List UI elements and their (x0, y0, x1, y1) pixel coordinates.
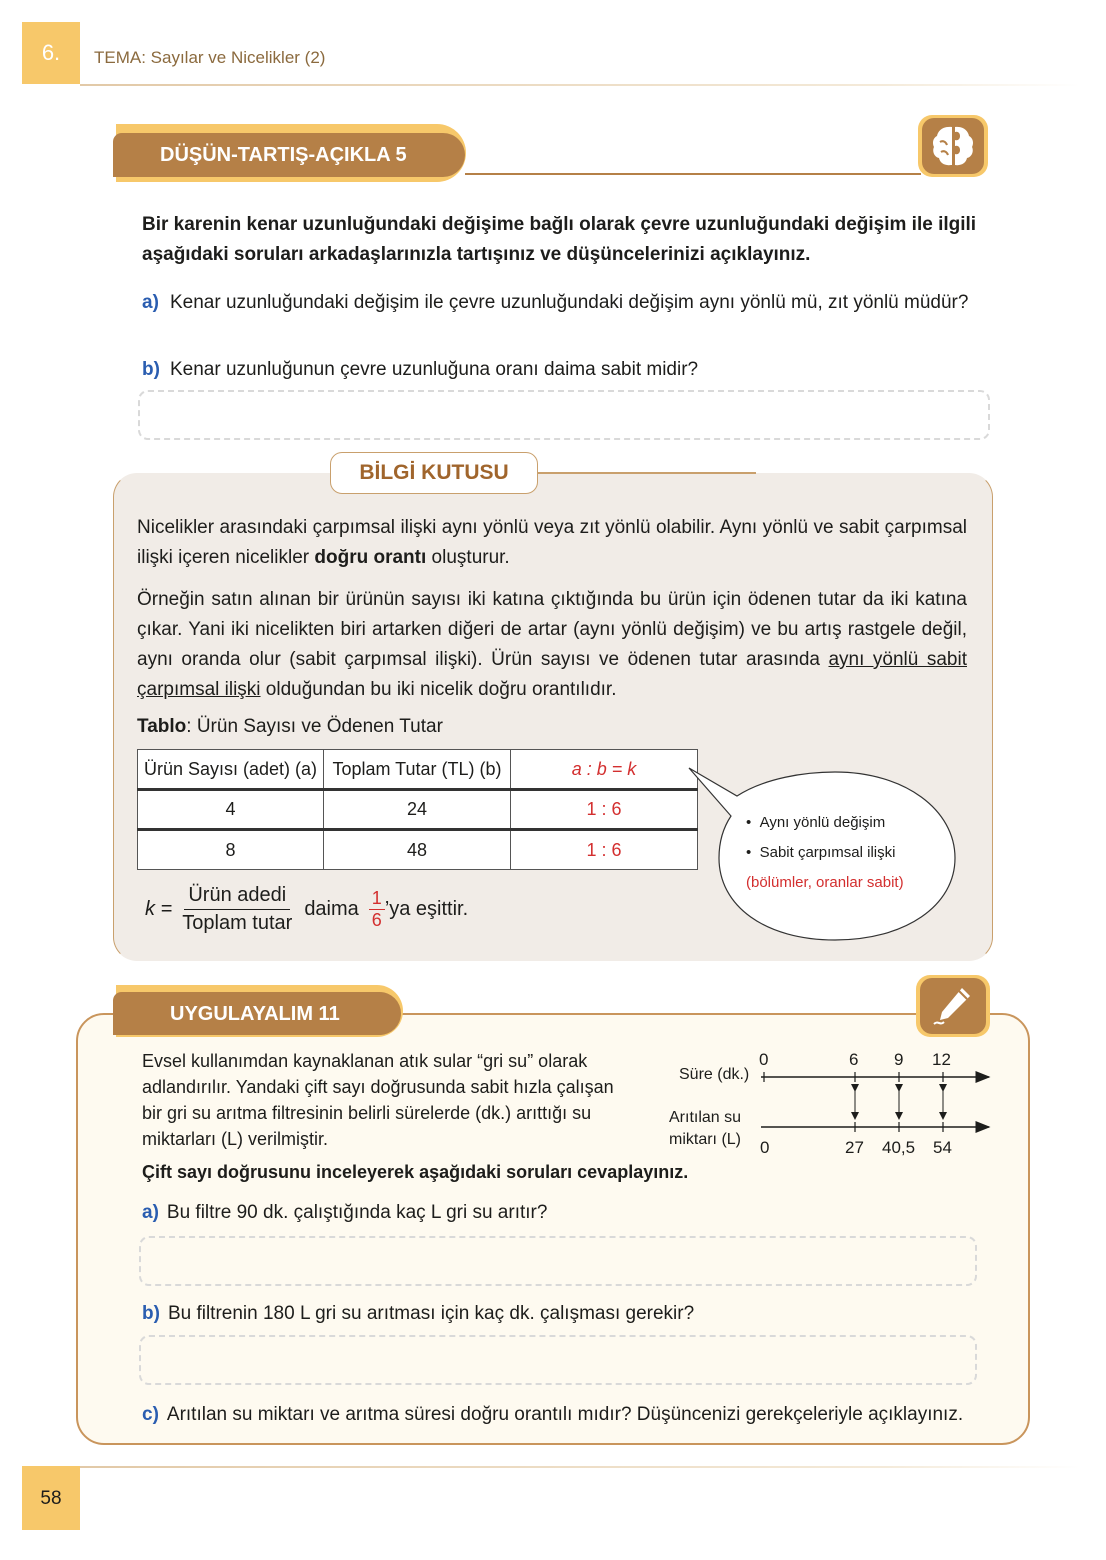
section1-rule (465, 173, 921, 175)
top-value: 6 (849, 1050, 859, 1069)
table-cell: 24 (324, 790, 511, 830)
formula-small-fraction (369, 888, 385, 931)
question-label: a) (142, 1202, 159, 1223)
formula (145, 884, 468, 935)
table-cell: 1 : 6 (511, 830, 698, 870)
bubble-item-text: Sabit çarpımsal ilişki (759, 844, 896, 861)
question-label: a) (142, 292, 159, 313)
section2-answer-a[interactable] (139, 1236, 977, 1286)
section1-title: DÜŞÜN-TARTIŞ-AÇIKLA 5 (160, 144, 407, 166)
section2-question-b (142, 1303, 694, 1325)
table-header-cell: Ürün Sayısı (adet) (a) (138, 750, 324, 790)
question-label: b) (142, 359, 160, 380)
section1-answer-area[interactable] (138, 390, 990, 440)
bubble-item-text: Aynı yönlü değişim (759, 814, 886, 831)
question-text: Bu filtrenin 180 L gri su arıtması için kaç dk. çalışması gerekir? (167, 1303, 695, 1324)
formula-k: k = (145, 898, 173, 920)
formula-suffix: ’ya eşittir. (384, 898, 469, 920)
table-header-cell: Toplam Tutar (TL) (b) (324, 750, 511, 790)
bubble-content (746, 808, 904, 898)
table-caption-text: : Ürün Sayısı ve Ödenen Tutar (186, 716, 443, 737)
product-table (137, 749, 698, 870)
formula-numerator: Ürün adedi (184, 884, 290, 910)
table-cell: 48 (324, 830, 511, 870)
number-line-bottom-label-2: miktarı (L) (669, 1131, 741, 1148)
formula-middle: daima (304, 898, 359, 920)
bubble-item: • Sabit çarpımsal ilişki (746, 844, 896, 861)
application-text: Evsel kullanımdan kaynaklanan atık sular “gri su” olarak adlandırılır. Yandaki çift sayı doğrusunda sabit hızla çalışan bir gri su arıtma filtresinin belirli sürelerde (dk.) arıttığı su miktarları (L) verilmiştir. (142, 1051, 614, 1149)
bottom-value: 40,5 (882, 1138, 916, 1157)
info-top-rule (538, 472, 756, 474)
number-line-bottom-label-1: Arıtılan su (669, 1109, 742, 1126)
table-header-cell: a : b = k (511, 750, 698, 790)
section2-title: UYGULAYALIM 11 (170, 1003, 340, 1025)
info-p1-bold: doğru orantı (314, 547, 427, 568)
top-value: 12 (932, 1050, 951, 1069)
info-p1-end: oluşturur. (426, 547, 510, 568)
info-p1-text: Nicelikler arasındaki çarpımsal ilişki aynı yönlü veya zıt yönlü olabilir. Aynı yönlü ve sabit çarpımsal ilişki içeren nicelikler (137, 517, 967, 568)
question-label: c) (142, 1404, 159, 1425)
page-number: 58 (40, 1488, 62, 1509)
info-p2-text: Örneğin satın alınan bir ürünün sayısı iki katına çıktığında bu ürün için ödenen tutar da iki katına çıkar. Yani iki nicelikten biri artarken diğeri de artar (aynı yönlü değişim) ve bu artış rastgele değil, aynı oranda olur (sabit çarpımsal ilişki). Ürün sayısı ve ödenen tutar arasında (137, 589, 967, 670)
question-text: Kenar uzunluğundaki değişim ile çevre uzunluğundaki değişim aynı yönlü mü, zıt yönlü müdür? (170, 292, 969, 313)
info-paragraph-2 (137, 585, 967, 705)
number-line-top-label: Süre (dk.) (679, 1066, 750, 1083)
section2-question-c (142, 1404, 963, 1426)
double-number-line (755, 1068, 995, 1138)
table-cell: 1 : 6 (511, 790, 698, 830)
table-row (138, 790, 698, 830)
info-p2-underlined: aynı yönlü sabit çarpımsal ilişki (137, 649, 967, 700)
section2-answer-b[interactable] (139, 1335, 977, 1385)
section1-intro: Bir karenin kenar uzunluğundaki değişime bağlı olarak çevre uzunluğundaki değişim ile ilgili aşağıdaki soruları arkadaşlarınızla tartışınız ve düşüncelerinizi açıklayınız. (142, 214, 977, 265)
table-header-row (138, 750, 698, 790)
small-frac-denominator: 6 (371, 910, 382, 930)
bottom-value: 0 (760, 1138, 770, 1157)
section1-icon-badge (918, 115, 988, 177)
formula-denominator: Toplam tutar (182, 912, 293, 934)
chapter-number: 6. (41, 40, 61, 65)
table-cell: 8 (138, 830, 324, 870)
section1-question-a (142, 290, 992, 316)
theme-title: TEMA: Sayılar ve Nicelikler (2) (94, 48, 326, 67)
header-divider (80, 84, 1080, 86)
bottom-value: 27 (845, 1138, 864, 1157)
table-row (138, 830, 698, 870)
info-p2-end: olduğundan bu iki nicelik doğru orantılıdır. (260, 679, 617, 700)
bottom-value: 54 (933, 1138, 952, 1157)
section1-question-b (142, 357, 992, 383)
question-text: Kenar uzunluğunun çevre uzunluğuna oranı daima sabit midir? (170, 359, 699, 380)
section2-icon-badge (916, 975, 990, 1037)
section2-question-a (142, 1202, 547, 1224)
question-label: b) (142, 1303, 160, 1324)
info-box-title: BİLGİ KUTUSU (330, 452, 538, 494)
small-frac-numerator: 1 (369, 888, 385, 910)
pencil-icon (930, 984, 976, 1028)
brain-puzzle-icon (930, 124, 976, 168)
bubble-note: (bölümler, oranlar sabit) (746, 874, 904, 891)
info-paragraph-1 (137, 513, 967, 573)
top-value: 9 (894, 1050, 904, 1069)
application-instruction: Çift sayı doğrusunu inceleyerek aşağıdaki soruları cevaplayınız. (142, 1162, 689, 1182)
footer-divider (80, 1466, 1080, 1468)
table-caption-bold: Tablo (137, 716, 187, 737)
bubble-item: • Aynı yönlü değişim (746, 814, 886, 831)
table-caption (137, 716, 443, 738)
table-cell: 4 (138, 790, 324, 830)
question-text: Arıtılan su miktarı ve arıtma süresi doğru orantılı mıdır? Düşüncenizi gerekçeleriyle açıklayınız. (166, 1404, 964, 1425)
question-text: Bu filtre 90 dk. çalıştığında kaç L gri su arıtır? (166, 1202, 548, 1223)
formula-fraction (182, 884, 292, 935)
top-value: 0 (759, 1050, 769, 1069)
